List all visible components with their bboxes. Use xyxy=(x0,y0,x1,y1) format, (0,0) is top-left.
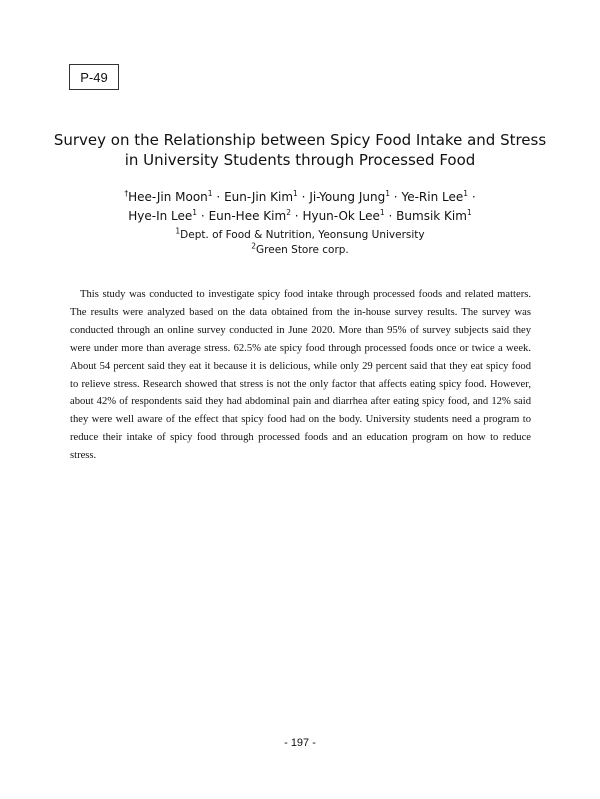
author-separator: · xyxy=(388,209,393,223)
affiliation-2 xyxy=(40,243,560,258)
author-affiliation-mark: 1 xyxy=(466,208,472,217)
author-name: Hee-Jin Moon xyxy=(128,190,208,204)
affiliations xyxy=(40,228,560,258)
author-separator: · xyxy=(216,190,221,204)
affiliation-text: Green Store corp. xyxy=(256,244,349,256)
author-name: Hye-In Lee xyxy=(128,209,193,223)
author-name: Eun-Hee Kim xyxy=(208,209,287,223)
abstract-paragraph: This study was conducted to investigate spicy food intake through processed foods and related matters. The results were analyzed based on the data obtained from the in-house survey results. The survey was conducted through an online survey conducted in June 2020. More than 95% of survey subjects said they were under more than average stress. 62.5% ate spicy food through processed foods once or twice a week. About 54 percent said they eat it because it is delicious, while only 29 percent said that they eat spicy food to relieve stress. Research showed that stress is not the only factor that affects eating spicy food. However, about 42% of respondents said they had abdominal pain and diarrhea after eating spicy food, and 12% said they were well aware of the effect that spicy food had on the body. University students need a program to reduce their intake of spicy food through processed foods and an education program on how to reduce stress. xyxy=(70,289,531,462)
author-name: Bumsik Kim xyxy=(396,209,467,223)
affiliation-number: 2 xyxy=(251,241,257,251)
title-line-2: in University Students through Processed Food xyxy=(124,151,476,169)
page-number: - 197 - xyxy=(284,737,316,749)
author-affiliation-mark: 1 xyxy=(463,189,469,198)
author-separator: · xyxy=(471,190,476,204)
author-affiliation-mark: 1 xyxy=(207,189,213,198)
author-name: Hyun-Ok Lee xyxy=(302,209,380,223)
author-name: Eun-Jin Kim xyxy=(224,190,294,204)
corresponding-dagger: † xyxy=(124,189,129,198)
author-line-1 xyxy=(40,188,560,207)
affiliation-1 xyxy=(40,228,560,243)
title-line-1: Survey on the Relationship between Spicy Food Intake and Stress xyxy=(53,131,547,149)
author-separator: · xyxy=(294,209,299,223)
poster-id-badge: P-49 xyxy=(69,64,119,90)
author-affiliation-mark: 1 xyxy=(379,208,385,217)
author-list xyxy=(40,188,560,226)
author-separator: · xyxy=(301,190,306,204)
author-affiliation-mark: 1 xyxy=(192,208,198,217)
author-affiliation-mark: 1 xyxy=(293,189,298,198)
author-separator: · xyxy=(393,190,398,204)
paper-title xyxy=(40,130,560,170)
affiliation-number: 1 xyxy=(175,226,181,236)
author-affiliation-mark: 1 xyxy=(385,189,390,198)
author-separator: · xyxy=(200,209,205,223)
affiliation-text: Dept. of Food & Nutrition, Yeonsung University xyxy=(180,229,425,241)
author-name: Ji-Young Jung xyxy=(309,190,386,204)
author-line-2 xyxy=(40,207,560,226)
author-affiliation-mark: 2 xyxy=(286,208,291,217)
abstract-body xyxy=(70,286,531,465)
author-name: Ye-Rin Lee xyxy=(401,190,464,204)
